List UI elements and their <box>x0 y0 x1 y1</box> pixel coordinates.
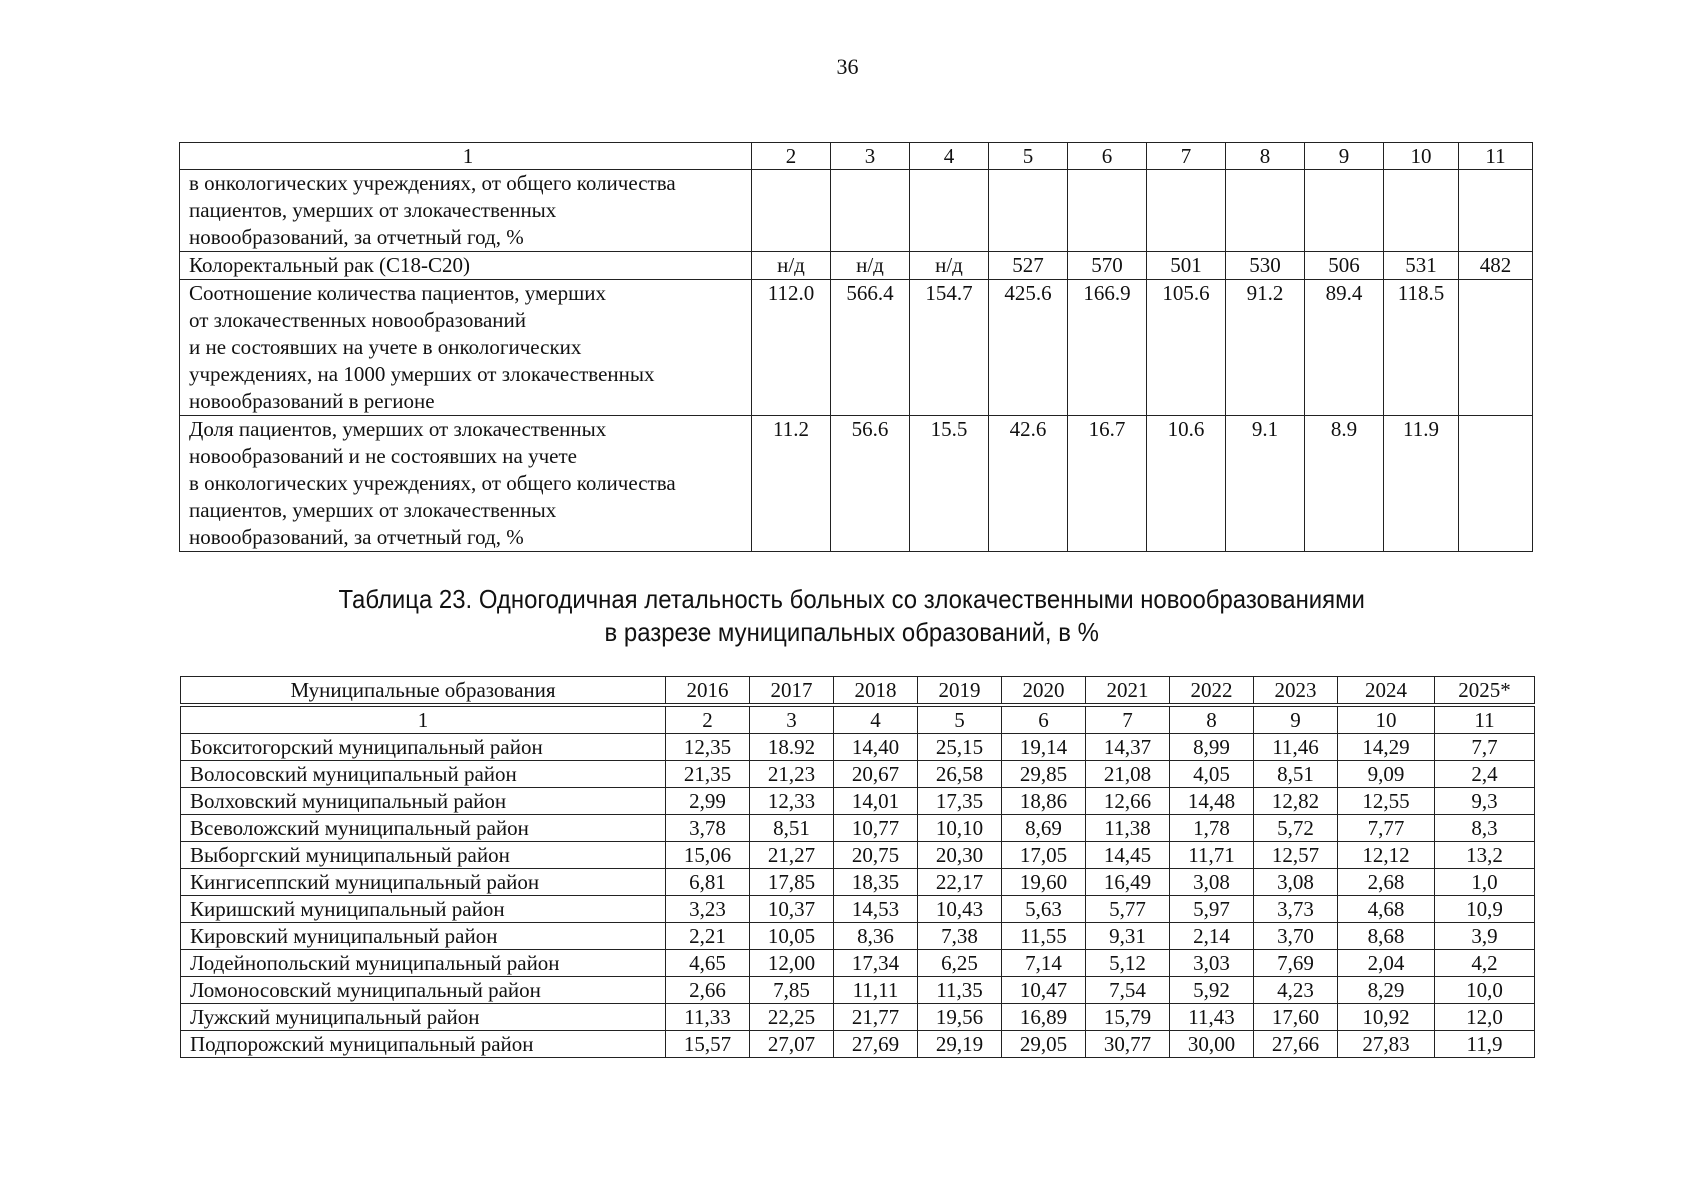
mortality-value: 22,17 <box>918 869 1002 896</box>
column-number-cell: 11 <box>1435 705 1535 734</box>
table-row <box>181 869 1535 896</box>
value-cell <box>989 170 1068 252</box>
mortality-value: 17,85 <box>750 869 834 896</box>
municipality-name: Ломоносовский муниципальный район <box>181 977 666 1004</box>
column-number-row <box>180 143 1533 170</box>
indicator-label-line: новообразований, за отчетный год, % <box>189 525 524 549</box>
mortality-value: 3,70 <box>1254 923 1338 950</box>
mortality-value: 3,23 <box>666 896 750 923</box>
value-cell: 566.4 <box>831 280 910 416</box>
column-number-cell: 5 <box>918 705 1002 734</box>
mortality-value: 11,38 <box>1086 815 1170 842</box>
value-cell: 91.2 <box>1226 280 1305 416</box>
mortality-value: 16,49 <box>1086 869 1170 896</box>
indicator-label <box>180 280 752 416</box>
value-cell <box>1459 416 1533 552</box>
mortality-value: 11,35 <box>918 977 1002 1004</box>
mortality-value: 20,67 <box>834 761 918 788</box>
mortality-value: 3,9 <box>1435 923 1535 950</box>
mortality-value: 4,23 <box>1254 977 1338 1004</box>
column-number-cell: 7 <box>1086 705 1170 734</box>
mortality-value: 14,01 <box>834 788 918 815</box>
table-row <box>180 416 1533 552</box>
indicator-label-line: и не состоявших на учете в онкологических <box>189 335 582 359</box>
column-number-cell: 10 <box>1384 143 1459 170</box>
column-number-cell: 7 <box>1147 143 1226 170</box>
mortality-value: 3,73 <box>1254 896 1338 923</box>
column-number-cell: 1 <box>180 143 752 170</box>
mortality-value: 18,35 <box>834 869 918 896</box>
mortality-value: 10,05 <box>750 923 834 950</box>
mortality-value: 18,86 <box>1002 788 1086 815</box>
header-year: 2023 <box>1254 677 1338 706</box>
mortality-value: 2,68 <box>1338 869 1435 896</box>
value-cell: 531 <box>1384 252 1459 280</box>
column-number-cell: 8 <box>1170 705 1254 734</box>
indicator-label <box>180 252 752 280</box>
mortality-value: 12,55 <box>1338 788 1435 815</box>
mortality-value: 11,33 <box>666 1004 750 1031</box>
header-year: 2021 <box>1086 677 1170 706</box>
value-cell: 42.6 <box>989 416 1068 552</box>
table-caption-line2: в разрезе муниципальных образований, в % <box>604 617 1099 647</box>
value-cell: 9.1 <box>1226 416 1305 552</box>
mortality-value: 6,25 <box>918 950 1002 977</box>
mortality-value: 3,03 <box>1170 950 1254 977</box>
mortality-value: 10,47 <box>1002 977 1086 1004</box>
value-cell: 11.2 <box>752 416 831 552</box>
table-caption <box>72 583 1631 649</box>
value-cell: 506 <box>1305 252 1384 280</box>
value-cell: 8.9 <box>1305 416 1384 552</box>
table-row <box>181 977 1535 1004</box>
mortality-value: 1,0 <box>1435 869 1535 896</box>
table-row <box>181 842 1535 869</box>
mortality-value: 10,10 <box>918 815 1002 842</box>
mortality-value: 12,33 <box>750 788 834 815</box>
mortality-value: 29,05 <box>1002 1031 1086 1058</box>
table-row <box>181 923 1535 950</box>
mortality-value: 12,35 <box>666 734 750 761</box>
column-number-cell: 6 <box>1002 705 1086 734</box>
value-cell: 56.6 <box>831 416 910 552</box>
mortality-value: 10,0 <box>1435 977 1535 1004</box>
value-cell: 105.6 <box>1147 280 1226 416</box>
mortality-value: 9,09 <box>1338 761 1435 788</box>
mortality-value: 21,23 <box>750 761 834 788</box>
table-row <box>180 170 1533 252</box>
mortality-value: 5,72 <box>1254 815 1338 842</box>
mortality-value: 12,12 <box>1338 842 1435 869</box>
header-year: 2024 <box>1338 677 1435 706</box>
column-number-cell: 9 <box>1305 143 1384 170</box>
value-cell: 530 <box>1226 252 1305 280</box>
indicator-label-line: новообразований и не состоявших на учете <box>189 444 577 468</box>
mortality-value: 7,38 <box>918 923 1002 950</box>
mortality-value: 14,37 <box>1086 734 1170 761</box>
mortality-value: 8,51 <box>1254 761 1338 788</box>
indicator-label-line: Соотношение количества пациентов, умерших <box>189 281 607 305</box>
header-year: 2025* <box>1435 677 1535 706</box>
indicator-label <box>180 170 752 252</box>
indicator-label-line: учреждениях, на 1000 умерших от злокачественных <box>189 362 655 386</box>
value-cell: 89.4 <box>1305 280 1384 416</box>
table-row <box>181 734 1535 761</box>
indicator-label-line: пациентов, умерших от злокачественных <box>189 498 557 522</box>
value-cell <box>1459 170 1533 252</box>
column-number-cell: 4 <box>834 705 918 734</box>
value-cell: 154.7 <box>910 280 989 416</box>
mortality-value: 10,37 <box>750 896 834 923</box>
value-cell: 10.6 <box>1147 416 1226 552</box>
mortality-value: 29,85 <box>1002 761 1086 788</box>
mortality-value: 19,56 <box>918 1004 1002 1031</box>
value-cell <box>1384 170 1459 252</box>
mortality-value: 5,12 <box>1086 950 1170 977</box>
municipality-name: Волховский муниципальный район <box>181 788 666 815</box>
value-cell <box>831 170 910 252</box>
mortality-value: 21,77 <box>834 1004 918 1031</box>
mortality-value: 6,81 <box>666 869 750 896</box>
indicator-label-line: Колоректальный рак (С18-С20) <box>189 253 471 277</box>
mortality-value: 21,08 <box>1086 761 1170 788</box>
value-cell <box>1147 170 1226 252</box>
mortality-value: 11,46 <box>1254 734 1338 761</box>
mortality-value: 5,77 <box>1086 896 1170 923</box>
value-cell <box>1068 170 1147 252</box>
header-year: 2020 <box>1002 677 1086 706</box>
table-row <box>180 280 1533 416</box>
value-cell <box>1305 170 1384 252</box>
mortality-value: 27,66 <box>1254 1031 1338 1058</box>
mortality-value: 9,31 <box>1086 923 1170 950</box>
municipality-name: Всеволожский муниципальный район <box>181 815 666 842</box>
mortality-value: 3,78 <box>666 815 750 842</box>
mortality-value: 12,0 <box>1435 1004 1535 1031</box>
mortality-value: 10,43 <box>918 896 1002 923</box>
mortality-value: 13,2 <box>1435 842 1535 869</box>
mortality-value: 21,35 <box>666 761 750 788</box>
value-cell: н/д <box>752 252 831 280</box>
mortality-value: 7,69 <box>1254 950 1338 977</box>
mortality-value: 11,71 <box>1170 842 1254 869</box>
value-cell: 570 <box>1068 252 1147 280</box>
mortality-value: 7,14 <box>1002 950 1086 977</box>
mortality-value: 10,77 <box>834 815 918 842</box>
indicator-label-line: новообразований, за отчетный год, % <box>189 225 524 249</box>
value-cell: 15.5 <box>910 416 989 552</box>
municipality-name: Кингисеппский муниципальный район <box>181 869 666 896</box>
value-cell: 11.9 <box>1384 416 1459 552</box>
column-number-cell: 8 <box>1226 143 1305 170</box>
mortality-value: 3,08 <box>1170 869 1254 896</box>
mortality-value: 8,36 <box>834 923 918 950</box>
mortality-value: 26,58 <box>918 761 1002 788</box>
table-caption-line1: Таблица 23. Одногодичная летальность больных со злокачественными новообразованиями <box>338 584 1365 614</box>
value-cell: н/д <box>831 252 910 280</box>
municipality-name: Бокситогорский муниципальный район <box>181 734 666 761</box>
mortality-value: 27,69 <box>834 1031 918 1058</box>
table-row <box>181 896 1535 923</box>
municipality-name: Кировский муниципальный район <box>181 923 666 950</box>
table-row <box>180 252 1533 280</box>
indicator-label-line: Доля пациентов, умерших от злокачественных <box>189 417 607 441</box>
mortality-value: 2,21 <box>666 923 750 950</box>
indicator-label-line: от злокачественных новообразований <box>189 308 527 332</box>
value-cell: 425.6 <box>989 280 1068 416</box>
value-cell: н/д <box>910 252 989 280</box>
mortality-value: 5,92 <box>1170 977 1254 1004</box>
indicator-label-line: новообразований в регионе <box>189 389 435 413</box>
indicator-label <box>180 416 752 552</box>
mortality-value: 29,19 <box>918 1031 1002 1058</box>
mortality-value: 8,68 <box>1338 923 1435 950</box>
mortality-value: 15,57 <box>666 1031 750 1058</box>
table-row <box>181 788 1535 815</box>
mortality-value: 12,66 <box>1086 788 1170 815</box>
indicator-label-line: пациентов, умерших от злокачественных <box>189 198 557 222</box>
column-number-cell: 2 <box>752 143 831 170</box>
value-cell <box>752 170 831 252</box>
header-year: 2017 <box>750 677 834 706</box>
mortality-value: 18.92 <box>750 734 834 761</box>
mortality-value: 8,29 <box>1338 977 1435 1004</box>
header-municipality: Муниципальные образования <box>181 677 666 706</box>
municipality-name: Киришский муниципальный район <box>181 896 666 923</box>
mortality-value: 19,14 <box>1002 734 1086 761</box>
header-year: 2018 <box>834 677 918 706</box>
column-number-cell: 3 <box>831 143 910 170</box>
value-cell: 501 <box>1147 252 1226 280</box>
mortality-value: 4,68 <box>1338 896 1435 923</box>
continued-indicators-table <box>179 142 1533 552</box>
column-number-cell: 9 <box>1254 705 1338 734</box>
value-cell: 118.5 <box>1384 280 1459 416</box>
mortality-value: 8,51 <box>750 815 834 842</box>
municipality-name: Подпорожский муниципальный район <box>181 1031 666 1058</box>
mortality-value: 19,60 <box>1002 869 1086 896</box>
header-year: 2016 <box>666 677 750 706</box>
mortality-value: 2,66 <box>666 977 750 1004</box>
mortality-value: 11,9 <box>1435 1031 1535 1058</box>
mortality-value: 4,2 <box>1435 950 1535 977</box>
indicator-label-line: в онкологических учреждениях, от общего количества <box>189 171 676 195</box>
indicator-label-line: в онкологических учреждениях, от общего количества <box>189 471 676 495</box>
municipality-name: Лужский муниципальный район <box>181 1004 666 1031</box>
header-year: 2019 <box>918 677 1002 706</box>
mortality-value: 11,55 <box>1002 923 1086 950</box>
value-cell: 16.7 <box>1068 416 1147 552</box>
mortality-value: 27,83 <box>1338 1031 1435 1058</box>
value-cell: 112.0 <box>752 280 831 416</box>
mortality-value: 7,54 <box>1086 977 1170 1004</box>
column-number-cell: 6 <box>1068 143 1147 170</box>
table-row <box>181 815 1535 842</box>
column-number-cell: 3 <box>750 705 834 734</box>
mortality-value: 14,53 <box>834 896 918 923</box>
mortality-value: 17,60 <box>1254 1004 1338 1031</box>
mortality-value: 5,97 <box>1170 896 1254 923</box>
column-number-cell: 4 <box>910 143 989 170</box>
value-cell <box>910 170 989 252</box>
mortality-value: 21,27 <box>750 842 834 869</box>
mortality-value: 17,05 <box>1002 842 1086 869</box>
municipality-name: Лодейнопольский муниципальный район <box>181 950 666 977</box>
mortality-value: 27,07 <box>750 1031 834 1058</box>
mortality-value: 11,11 <box>834 977 918 1004</box>
column-number-cell: 10 <box>1338 705 1435 734</box>
mortality-value: 20,75 <box>834 842 918 869</box>
mortality-value: 7,7 <box>1435 734 1535 761</box>
mortality-value: 25,15 <box>918 734 1002 761</box>
mortality-value: 22,25 <box>750 1004 834 1031</box>
mortality-value: 20,30 <box>918 842 1002 869</box>
mortality-value: 4,05 <box>1170 761 1254 788</box>
mortality-value: 11,43 <box>1170 1004 1254 1031</box>
mortality-by-municipality-table <box>180 676 1535 1058</box>
column-number-row <box>181 705 1535 734</box>
mortality-value: 16,89 <box>1002 1004 1086 1031</box>
mortality-value: 17,35 <box>918 788 1002 815</box>
column-number-cell: 11 <box>1459 143 1533 170</box>
value-cell <box>1459 280 1533 416</box>
column-number-cell: 5 <box>989 143 1068 170</box>
mortality-value: 10,9 <box>1435 896 1535 923</box>
header-year: 2022 <box>1170 677 1254 706</box>
column-number-cell: 1 <box>181 705 666 734</box>
mortality-value: 2,4 <box>1435 761 1535 788</box>
mortality-value: 30,77 <box>1086 1031 1170 1058</box>
mortality-value: 15,79 <box>1086 1004 1170 1031</box>
mortality-value: 12,82 <box>1254 788 1338 815</box>
mortality-value: 3,08 <box>1254 869 1338 896</box>
municipality-name: Выборгский муниципальный район <box>181 842 666 869</box>
mortality-value: 9,3 <box>1435 788 1535 815</box>
column-number-cell: 2 <box>666 705 750 734</box>
mortality-value: 14,48 <box>1170 788 1254 815</box>
mortality-value: 8,69 <box>1002 815 1086 842</box>
mortality-value: 14,29 <box>1338 734 1435 761</box>
mortality-value: 15,06 <box>666 842 750 869</box>
mortality-value: 5,63 <box>1002 896 1086 923</box>
table-row <box>181 761 1535 788</box>
mortality-value: 14,40 <box>834 734 918 761</box>
mortality-value: 4,65 <box>666 950 750 977</box>
table-row <box>181 1004 1535 1031</box>
mortality-value: 8,3 <box>1435 815 1535 842</box>
mortality-value: 2,14 <box>1170 923 1254 950</box>
mortality-value: 7,77 <box>1338 815 1435 842</box>
value-cell: 166.9 <box>1068 280 1147 416</box>
mortality-value: 1,78 <box>1170 815 1254 842</box>
mortality-value: 14,45 <box>1086 842 1170 869</box>
mortality-value: 7,85 <box>750 977 834 1004</box>
mortality-value: 2,04 <box>1338 950 1435 977</box>
header-row <box>181 677 1535 706</box>
mortality-value: 10,92 <box>1338 1004 1435 1031</box>
mortality-value: 8,99 <box>1170 734 1254 761</box>
value-cell: 482 <box>1459 252 1533 280</box>
table-row <box>181 1031 1535 1058</box>
mortality-value: 2,99 <box>666 788 750 815</box>
mortality-value: 30,00 <box>1170 1031 1254 1058</box>
mortality-value: 12,00 <box>750 950 834 977</box>
municipality-name: Волосовский муниципальный район <box>181 761 666 788</box>
mortality-value: 17,34 <box>834 950 918 977</box>
table-row <box>181 950 1535 977</box>
page-number: 36 <box>836 54 859 79</box>
value-cell <box>1226 170 1305 252</box>
mortality-value: 12,57 <box>1254 842 1338 869</box>
value-cell: 527 <box>989 252 1068 280</box>
